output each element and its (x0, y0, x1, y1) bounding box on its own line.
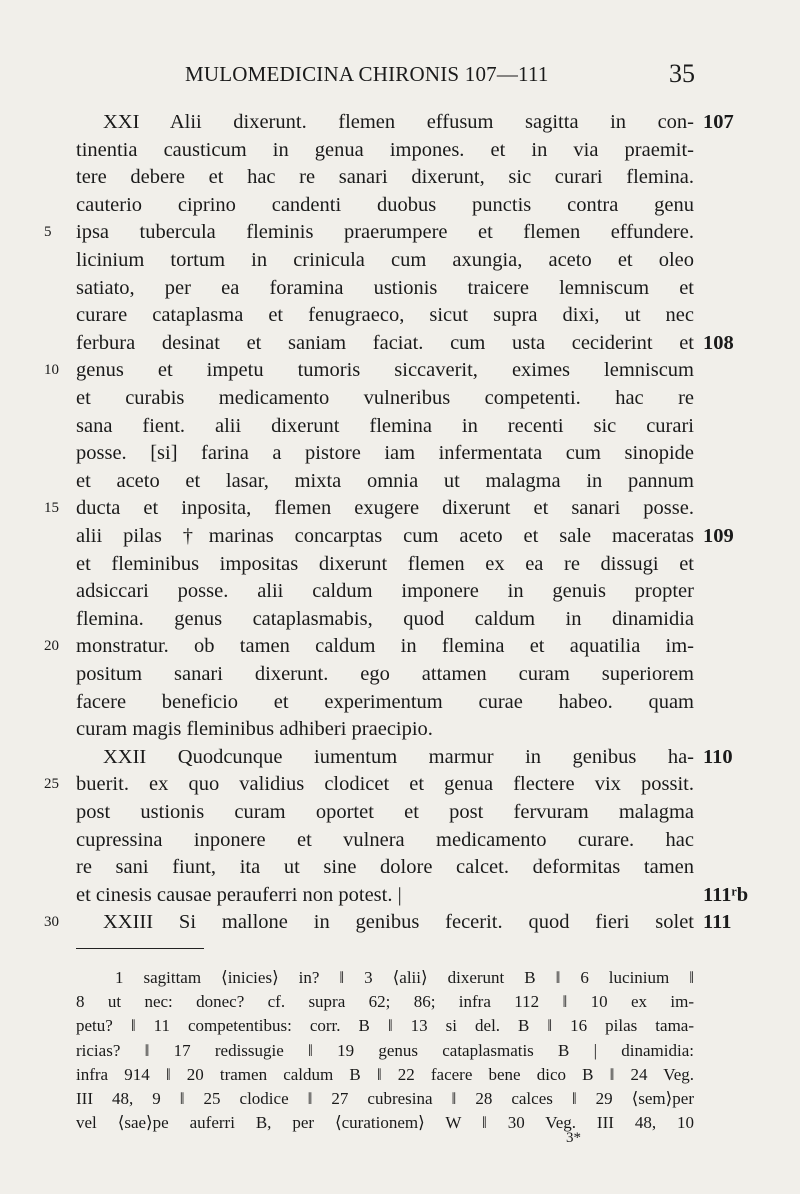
text-line (0, 715, 800, 744)
text-line (0, 356, 800, 385)
text-line (0, 881, 800, 910)
line-text: tere debere et hac re sanari dixerunt, sic curari flemina. (76, 166, 694, 189)
line-text: cauterio ciprino candenti duobus punctis contra genu (76, 193, 694, 216)
section-marker: 111ʳb (703, 883, 749, 906)
line-text: alii pilas †marinas concarptas cum aceto et sale maceratas (76, 525, 694, 547)
section-marker: 107 (703, 111, 734, 133)
line-text: cupressina inponere et vulnera medicamento curare. hac (76, 828, 694, 851)
line-text: adsiccari posse. alii caldum imponere in genuis propter (76, 580, 694, 603)
text-line (0, 218, 800, 247)
line-text: licinium tortum in crinicula cum axungia, aceto et oleo (76, 249, 694, 271)
text-line (0, 632, 800, 661)
footnote-line: 8 ut nec: donec? cf. supra 62; 86; infra 112 ‖ 10 ex im- (76, 992, 694, 1012)
line-text: positum sanari dixerunt. ego attamen curam superiorem (76, 663, 694, 685)
section-marker: 110 (703, 745, 733, 768)
line-text: XXII Quodcunque iumentum marmur in genibus ha- (103, 745, 694, 768)
text-line (0, 384, 800, 413)
signature-mark: 3* (566, 1130, 581, 1146)
text-line (0, 798, 800, 827)
footnote-line: III 48, 9 ‖ 25 clodice ‖ 27 cubresina ‖ 28 calces ‖ 29 ⟨sem⟩per (76, 1089, 694, 1108)
running-title: MULOMEDICINA CHIRONIS 107—111 (185, 62, 549, 86)
line-text: et aceto et lasar, mixta omnia ut malagma in pannum (76, 469, 694, 492)
line-text: facere beneficio et experimentum curae habeo. quam (76, 690, 694, 713)
line-text: posse. [si] farina a pistore iam infermentata cum sinopide (76, 442, 694, 465)
line-text: buerit. ex quo validius clodicet et genua flectere vix possit. (76, 773, 694, 796)
footnote-line: petu? ‖ 11 competentibus: corr. B ‖ 13 si del. B ‖ 16 pilas tama- (76, 1016, 694, 1036)
text-line (0, 136, 800, 165)
line-text: genus et impetu tumoris siccaverit, eximes lemniscum (76, 359, 694, 382)
text-line (0, 439, 800, 468)
text-line (0, 108, 800, 137)
text-line (0, 908, 800, 937)
text-line (0, 743, 800, 772)
text-line (0, 329, 800, 358)
text-line (0, 467, 800, 496)
line-number: 15 (44, 500, 59, 517)
text-line (0, 688, 800, 717)
text-line (0, 770, 800, 799)
footnote-line: ricias? ‖ 17 redissugie ‖ 19 genus cataplasmatis B | dinamidia: (76, 1040, 694, 1060)
line-text: re sani fiunt, ita ut sine dolore calcet. deformitas tamen (76, 856, 694, 879)
text-line (0, 660, 800, 689)
text-line (0, 522, 800, 551)
text-line (0, 494, 800, 523)
line-number: 10 (44, 362, 59, 379)
text-line (0, 853, 800, 882)
line-text: curam magis fleminibus adhiberi praecipio. (76, 718, 433, 741)
text-line (0, 550, 800, 579)
text-line (0, 246, 800, 275)
line-number: 25 (44, 776, 59, 793)
section-marker: 111 (703, 911, 732, 934)
page-number: 35 (669, 59, 695, 88)
line-number: 5 (44, 224, 52, 241)
text-line (0, 191, 800, 220)
line-text: tinentia causticum in genua impones. et in via praemit- (76, 138, 694, 161)
text-line (0, 412, 800, 441)
footnote-line: infra 914 ‖ 20 tramen caldum B ‖ 22 facere bene dico B ‖ 24 Veg. (76, 1064, 694, 1084)
text-line (0, 826, 800, 855)
line-text: ipsa tubercula fleminis praerumpere et flemen effundere. (76, 221, 694, 244)
line-text: sana fient. alii dixerunt flemina in recenti sic curari (76, 414, 694, 437)
line-text: ducta et inposita, flemen exugere dixerunt et sanari posse. (76, 497, 694, 520)
line-text: et curabis medicamento vulneribus competenti. hac re (76, 387, 694, 409)
line-text: et fleminibus impositas dixerunt flemen ex ea re dissugi et (76, 552, 694, 575)
text-line (0, 577, 800, 606)
line-text: flemina. genus cataplasmabis, quod caldum in dinamidia (76, 607, 694, 630)
line-text: XXI Alii dixerunt. flemen effusum sagitta in con- (103, 111, 694, 133)
section-marker: 108 (703, 331, 734, 354)
line-text: curare cataplasma et fenugraeco, sicut supra dixi, ut nec (76, 304, 694, 327)
text-line (0, 301, 800, 330)
line-text: post ustionis curam oportet et post fervuram malagma (76, 801, 694, 823)
line-text: et cinesis causae perauferri non potest. | (76, 883, 402, 906)
text-line (0, 163, 800, 192)
footnote-line: vel ⟨sae⟩pe auferri B, per ⟨curationem⟩ W ‖ 30 Veg. III 48, 10 (76, 1113, 694, 1133)
running-header (185, 59, 695, 92)
line-number: 20 (44, 638, 59, 655)
line-text: monstratur. ob tamen caldum in flemina et aquatilia im- (76, 635, 694, 658)
line-text: satiato, per ea foramina ustionis traicere lemniscum et (76, 276, 694, 299)
line-text: ferbura desinat et saniam faciat. cum usta ceciderint et (76, 331, 694, 354)
line-text: XXIII Si mallone in genibus fecerit. quod fieri solet (103, 911, 694, 934)
footnote-line: 1 sagittam ⟨inicies⟩ in? ‖ 3 ⟨alii⟩ dixerunt B ‖ 6 lucinium ‖ (115, 968, 694, 987)
footnote-rule (76, 948, 204, 949)
text-line (0, 274, 800, 303)
line-number: 30 (44, 914, 59, 931)
section-marker: 109 (703, 525, 734, 547)
text-line (0, 605, 800, 634)
